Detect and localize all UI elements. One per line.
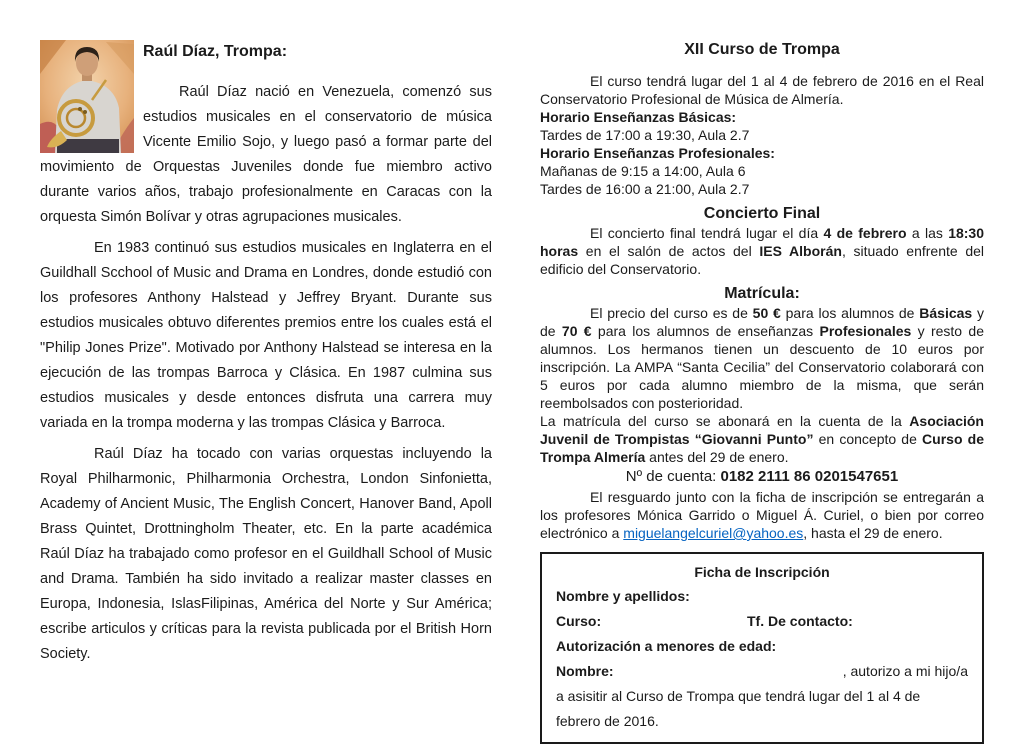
course-intro: El curso tendrá lugar del 1 al 4 de febrero de 2016 en el Real Conservatorio Profesional de Música de Almería. — [540, 73, 984, 107]
horario-profesionales-label: Horario Enseñanzas Profesionales: — [540, 145, 775, 161]
nombre-apellidos-label: Nombre y apellidos: — [556, 588, 690, 604]
ficha-inscripcion-box — [540, 552, 984, 744]
matricula-paragraph-1: El precio del curso es de 50 € para los alumnos de Básicas y de 70 € para los alumnos de enseñanzas Profesionales y resto de alumnos. Los hermanos tienen un descuento de 10 euros por inscripción. La AMPA “Santa Cecilia” del Conservatorio colaborará con 5 euros por cada alumno miembro de la misma, que serán reembolsados con posterioridad. — [540, 305, 985, 411]
curso-label: Curso: — [556, 613, 602, 629]
tf-contacto-label: Tf. De contacto: — [747, 613, 853, 629]
bio-paragraph-3: Raúl Díaz ha tocado con varias orquestas incluyendo la Royal Philharmonic, Philharmonia Orchestra, London Sinfonietta, Academy of Ancient Music, The English Concert, Hanover Band, Apoll Brass Quintet, Drottningholm Theater, etc. En la parte académica Raúl Díaz ha trabajado como profesor en el Guildhall School of Music and Drama. También ha sido invitado a realizar master classes en Europa, Indonesia, IslasFilipinas, América del Norte y Sur América; escribe articulos y críticas para la revista publicada por el British Horn Society. — [40, 446, 492, 662]
french-horn-player-photo-illustration — [40, 40, 134, 153]
autorizacion-label: Autorización a menores de edad: — [556, 638, 777, 654]
form-row-curso-telefono — [556, 609, 968, 634]
form-row-autorizacion — [556, 634, 968, 659]
biography-column — [40, 40, 492, 673]
autorizo-suffix: , autorizo a mi hijo/a — [842, 663, 968, 679]
resguardo-paragraph: El resguardo junto con la ficha de inscripción se entregarán a los profesores Mónica Garrido o Miguel Á. Curiel, o bien por correo electrónico a miguelangelcuriel@yahoo.es, hasta el 29 de enero. — [540, 489, 984, 541]
bio-paragraph-2: En 1983 continuó sus estudios musicales en Inglaterra en el Guildhall Scchool of Music and Drama en Londres, donde estudió con los profesores Anthony Halstead y Jeffrey Bryant. Durante sus estudios musicales obtuvo diferentes premios entre los cuales está el "Philip Jones Prize". Motivado por Anthony Halstead se interesa en la ejecución de las trompas Barroca y Clásica. En 1987 culmina sus estudios musicales y desde entonces disfruta una carrera muy variada en la trompa moderna y las trompas Clásica y Barroca. — [40, 240, 492, 431]
horario-profesionales-line2: Tardes de 16:00 a 21:00, Aula 2.7 — [540, 181, 750, 197]
horario-basicas-label: Horario Enseñanzas Básicas: — [540, 109, 737, 125]
horario-basicas-line: Tardes de 17:00 a 19:30, Aula 2.7 — [540, 127, 750, 143]
concierto-final-title: Concierto Final — [703, 205, 821, 222]
horario-profesionales-line1: Mañanas de 9:15 a 14:00, Aula 6 — [540, 163, 746, 179]
course-info-column — [540, 40, 984, 744]
concierto-final-body: El concierto final tendrá lugar el día 4 de febrero a las 18:30 horas en el salón de actos del IES Alborán, situado enfrente del edificio del Conservatorio. — [540, 225, 984, 277]
ficha-title: Ficha de Inscripción — [694, 564, 830, 580]
nombre-label: Nombre: — [556, 663, 614, 679]
form-row-nombre — [556, 659, 968, 684]
form-final-line: a asisitir al Curso de Trompa que tendrá lugar del 1 al 4 de febrero de 2016. — [556, 688, 921, 729]
matricula-paragraph-2: La matrícula del curso se abonará en la cuenta de la Asociación Juvenil de Trompistas “Giovanni Punto” en concepto de Curso de Trompa Almería antes del 29 de enero. — [540, 413, 984, 465]
numero-de-cuenta: Nº de cuenta: 0182 2111 86 0201547651 — [625, 468, 899, 485]
bio-title: Raúl Díaz, Trompa: — [143, 43, 288, 60]
photo-raul-diaz — [40, 40, 134, 153]
form-row-nombre-apellidos — [556, 584, 968, 609]
course-title: XII Curso de Trompa — [684, 41, 840, 58]
bio-paragraph-1: Raúl Díaz nació en Venezuela, comenzó sus estudios musicales en el conservatorio de música Vicente Emilio Sojo, y luego pasó a formar parte del movimiento de Orquestas Juveniles donde fue miembro activo durante varios años, trabajo profesionalmente en Caracas con la orquesta Simón Bolívar y otras agrupaciones musicales. — [40, 84, 492, 225]
matricula-title: Matrícula: — [724, 285, 800, 302]
email-link[interactable]: miguelangelcuriel@yahoo.es — [623, 525, 804, 541]
